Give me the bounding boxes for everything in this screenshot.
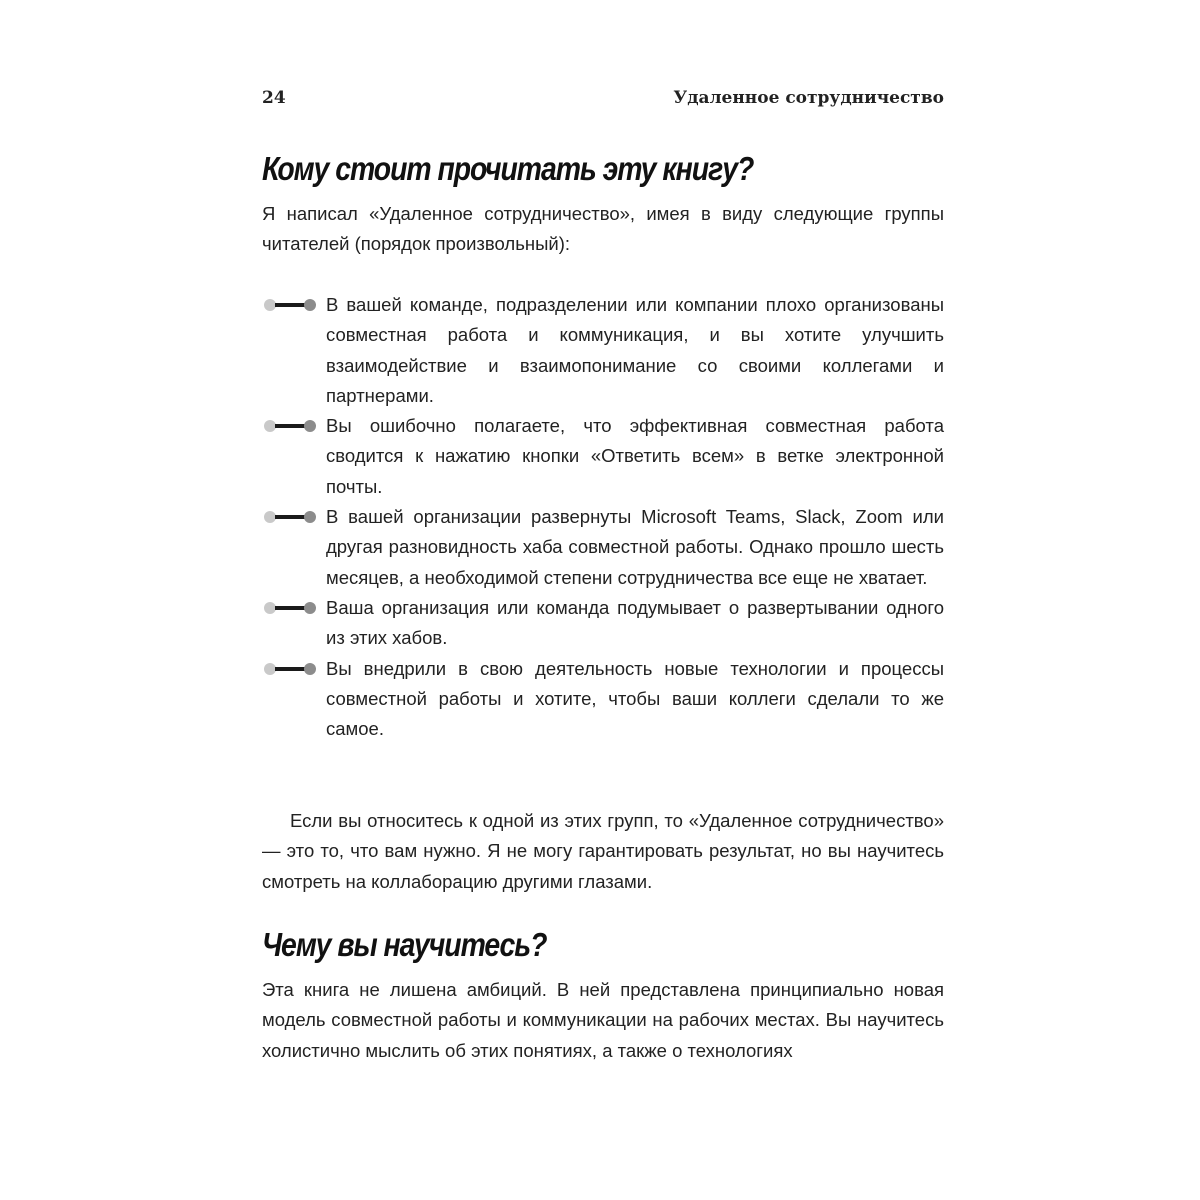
connector-dots-icon (264, 601, 316, 615)
list-item-text: Вы ошибочно полагаете, что эффективная совместная работа сводится к нажатию кнопки «Ответить всем» в ветке электронной почты. (326, 415, 944, 497)
list-item (262, 290, 944, 411)
connector-dots-icon (264, 510, 316, 524)
reader-groups-list (262, 290, 944, 744)
conclusion-paragraph: Если вы относитесь к одной из этих групп, то «Удаленное сотрудничество» — это то, что вам нужно. Я не могу гарантировать результат, но вы научитесь смотреть на коллаборацию другими глазами. (262, 810, 944, 892)
list-item-text: В вашей организации развернуты Microsoft Teams, Slack, Zoom или другая разновидность хаба совместной работы. Однако прошло шесть месяцев, а необходимой степени сотрудничества все еще не хватает. (326, 506, 944, 588)
list-item-text: Вы внедрили в свою деятельность новые технологии и процессы совместной работы и хотите, чтобы ваши коллеги сделали то же самое. (326, 657, 944, 740)
connector-dots-icon (264, 662, 316, 676)
intro-paragraph: Я написал «Удаленное сотрудничество», имея в виду следующие группы читателей (порядок произвольный): (262, 203, 944, 255)
learn-paragraph: Эта книга не лишена амбиций. В ней представлена принципиально новая модель совместной работы и коммуникации на рабочих местах. Вы научитесь холистично мыслить об этих понятиях, а также о технологиях (262, 979, 944, 1061)
book-title: Удаленное сотрудничество (673, 88, 944, 108)
list-item (262, 593, 944, 654)
page-number: 24 (262, 88, 286, 108)
section-heading-who-should-read: Кому стоит прочитать эту книгу? (262, 150, 754, 187)
list-item-text: В вашей команде, подразделении или компании плохо организованы совместная работа и коммуникация, и вы хотите улучшить взаимодействие и взаимопонимание со своими коллегами и партнерами. (326, 294, 944, 406)
list-item (262, 411, 944, 502)
list-item-text: Ваша организация или команда подумывает о развертывании одного из этих хабов. (326, 596, 944, 649)
connector-dots-icon (264, 298, 316, 312)
section-heading-what-you-learn: Чему вы научитесь? (262, 926, 547, 963)
connector-dots-icon (264, 419, 316, 433)
list-item (262, 502, 944, 593)
running-head (262, 88, 944, 114)
list-item (262, 654, 944, 745)
